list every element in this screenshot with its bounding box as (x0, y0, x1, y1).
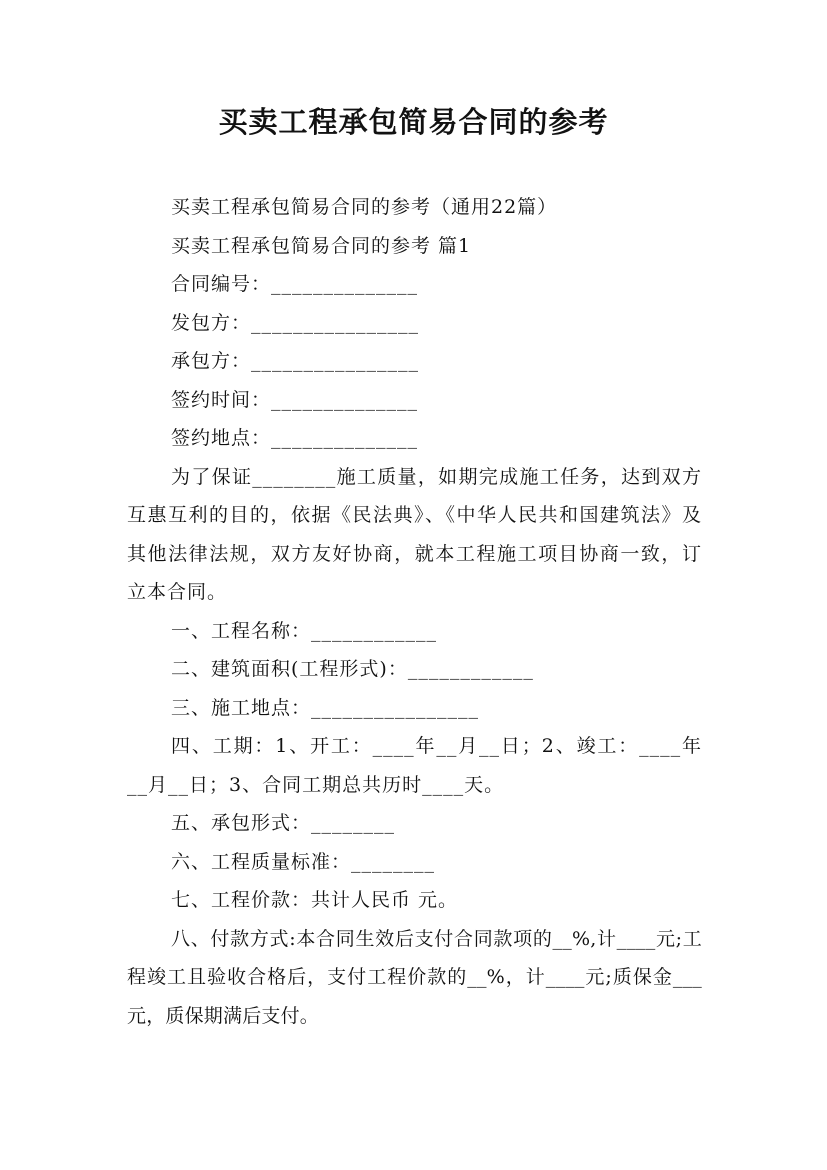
field-contract-number: 合同编号：______________ (171, 273, 419, 295)
field-signing-place: 签约地点：______________ (171, 427, 419, 449)
document-title: 买卖工程承包简易合同的参考 (218, 105, 609, 139)
field-signing-time: 签约时间：______________ (171, 388, 419, 411)
paragraph-preamble: 为了保证________施工质量，如期完成施工任务，达到双方互惠互利的目的，依据《民法典》、《中华人民共和国建筑法》及其他法律法规，双方友好协商，就本工程施工项目协商一致，订立本合同。 (127, 465, 702, 603)
clause-quality-standard: 六、工程质量标准：________ (171, 850, 436, 873)
paragraph-subtitle: 买卖工程承包简易合同的参考（通用22篇） (171, 196, 558, 218)
paragraph-section-heading: 买卖工程承包简易合同的参考 篇1 (171, 234, 472, 257)
clause-construction-period: 四、工期：1、开工：____年__月__日；2、竣工：____年__月__日；3、合同工期总共历时____天。 (127, 735, 702, 796)
field-contractor: 承包方：________________ (171, 350, 420, 372)
document-body (127, 188, 702, 1035)
clause-building-area: 二、建筑面积(工程形式)：____________ (171, 658, 534, 680)
clause-project-price: 七、工程价款：共计人民币 元。 (171, 889, 459, 911)
clause-construction-site: 三、施工地点：________________ (171, 696, 480, 719)
clause-payment-method: 八、付款方式:本合同生效后支付合同款项的__%,计____元;工程竣工且验收合格后，支付工程价款的__%，计____元;质保金___元，质保期满后支付。 (127, 927, 702, 1027)
field-employer: 发包方：________________ (171, 311, 420, 334)
clause-project-name: 一、工程名称：____________ (171, 619, 438, 642)
clause-contract-form: 五、承包形式：________ (171, 812, 396, 834)
